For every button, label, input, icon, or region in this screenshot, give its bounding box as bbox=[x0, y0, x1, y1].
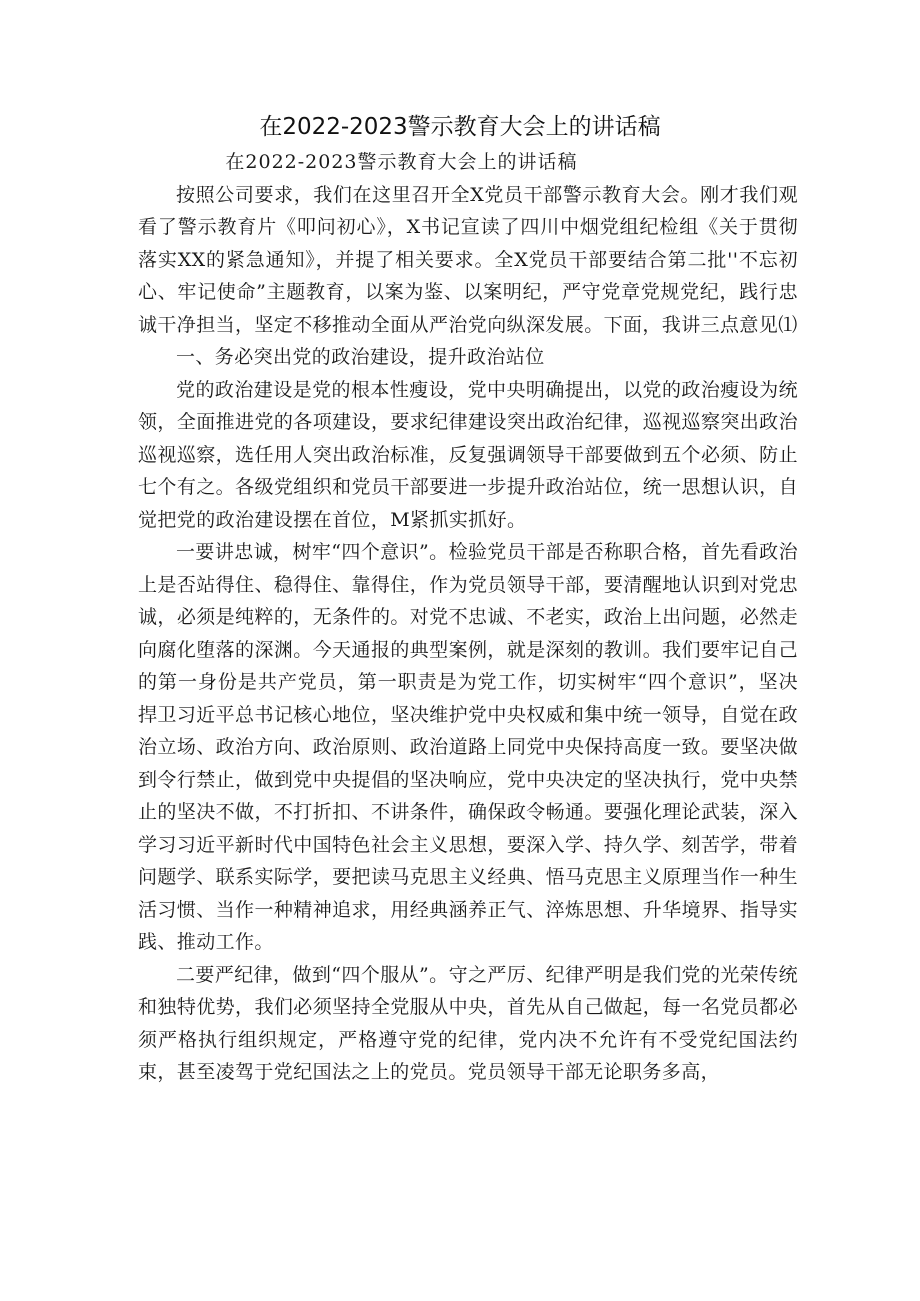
section-heading-1: 一、务必突出党的政治建设，提升政治站位 bbox=[176, 346, 545, 368]
document-subtitle: 在2022-2023警示教育大会上的讲话稿 bbox=[225, 151, 578, 173]
paragraph-loyalty: 一要讲忠诚，树牢“四个意识”。检验党员干部是否称职合格，首先看政治上是否站得住、稳得住、靠得住，作为党员领导干部，要清醒地认识到对党忠诚，必须是纯粹的，无条件的。对党不忠诚、不老实，政治上出问题，必然走向腐化堕落的深渊。今天通报的典型案例，就是深刻的教训。我们要牢记自己的第一身份是共产党员，第一职责是为党工作，切实树牢“四个意识”，坚决捍卫习近平总书记核心地位，坚决维护党中央权威和集中统一领导，自觉在政治立场、政治方向、政治原则、政治道路上同党中央保持高度一致。要坚决做到令行禁止，做到党中央提倡的坚决响应，党中央决定的坚决执行，党中央禁止的坚决不做，不打折扣、不讲条件，确保政令畅通。要强化理论武装，深入学习习近平新时代中国特色社会主义思想，要深入学、持久学、刻苦学，带着问题学、联系实际学，要把读马克思主义经典、悟马克思主义原理当作一种生活习惯、当作一种精神追求，用经典涵养正气、淬炼思想、升华境界、指导实践、推动工作。 bbox=[138, 541, 798, 953]
document-title: 在2022-2023警示教育大会上的讲话稿 bbox=[259, 114, 661, 140]
document-body bbox=[138, 146, 798, 1089]
paragraph-intro: 按照公司要求，我们在这里召开全X党员干部警示教育大会。刚才我们观看了警示教育片《叩问初心》，X书记宣读了四川中烟党组纪检组《关于贯彻落实XX的紧急通知》，并提了相关要求。全X党员干部要结合第二批''不忘初心、牢记使命”主题教育，以案为鉴、以案明纪，严守党章党规党纪，践行忠诚干净担当，坚定不移推动全面从严治党向纵深发展。下面，我讲三点意见⑴ bbox=[138, 183, 798, 336]
paragraph-discipline: 二要严纪律，做到“四个服从”。守之严厉、纪律严明是我们党的光荣传统和独特优势，我们必须坚持全党服从中央，首先从自己做起，每一名党员都必须严格执行组织规定，严格遵守党的纪律，党内决不允许有不受党纪国法约束，甚至凌驾于党纪国法之上的党员。党员领导干部无论职务多高， bbox=[138, 963, 798, 1083]
paragraph-political-construction: 党的政治建设是党的根本性瘦设，党中央明确提出，以党的政治瘦设为统领，全面推进党的各项建设，要求纪律建设突出政治纪律，巡视巡察突出政治巡视巡察，选任用人突出政治标准，反复强调领导干部要做到五个必须、防止七个有之。各级党组织和党员干部要进一步提升政治站位，统一思想认识，自觉把党的政治建设摆在首位，M紧抓实抓好。 bbox=[138, 378, 798, 531]
